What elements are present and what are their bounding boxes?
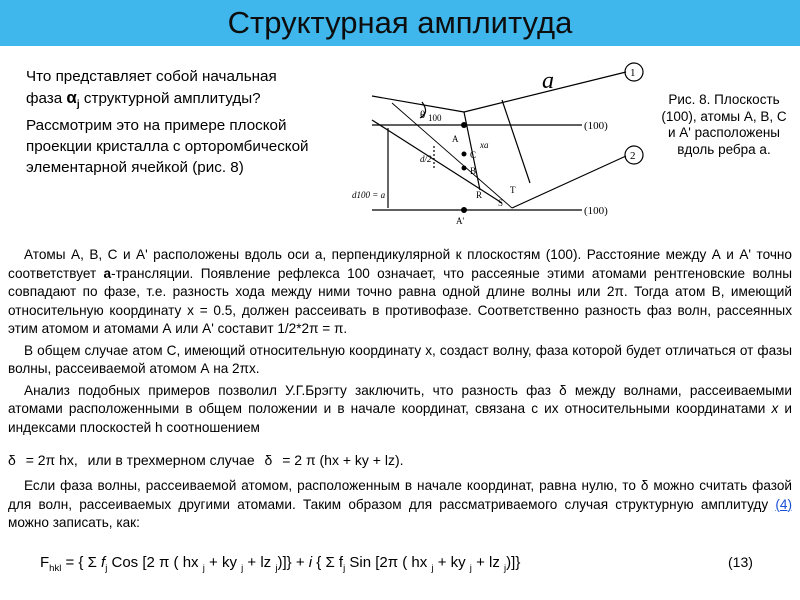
formula-delta-2: δ — [264, 452, 273, 468]
intro-phase-word: фаза — [26, 90, 63, 107]
bottom-part-b: можно записать, как: — [8, 515, 140, 530]
phase-formula-line — [8, 452, 410, 468]
incoming-ray-2-b — [392, 103, 512, 208]
label-plane-top: (100) — [584, 120, 608, 132]
bottom-part-a: Если фаза волны, рассеиваемой атомом, расположенным в начале координат, равна нулю, то δ можно считать фазой для волн, рассеиваемых другими атомами. Таким образом для рассматриваемого случая структурную амплитуду — [8, 478, 792, 512]
eq-f-small: f — [101, 554, 106, 571]
label-atom-a2: A' — [456, 216, 465, 224]
label-t: T — [510, 185, 516, 195]
wavefront-right — [502, 100, 530, 183]
label-s: S — [498, 198, 504, 208]
p3-h: h — [155, 419, 163, 435]
eq-body10: )]} — [506, 554, 521, 571]
atom-c-dot — [462, 152, 467, 157]
eq-j6: j — [431, 563, 434, 574]
p1-part-a: Атомы А, В, С и А' расположены вдоль оси а, перпендикулярной к плоскостям (100). Расстояние между А и А' точно соответствует — [8, 247, 792, 281]
label-a: a — [542, 68, 554, 94]
paragraph-2: В общем случае атом С, имеющий относительную координату х, создаст волну, фаза которой будет отличаться от фазы волны, рассеиваемой атомом А на 2πх. — [8, 342, 792, 376]
eq-body5: )]} + — [277, 554, 309, 571]
p3-x: x — [771, 401, 779, 416]
alpha-sub: j — [76, 99, 80, 111]
eq-body8: + ky — [433, 554, 470, 571]
atom-a-dot — [461, 122, 467, 128]
formula-text: или в трехмерном случае — [87, 452, 255, 468]
intro-text — [26, 66, 344, 178]
eq-body2: Cos [2 π ( hx — [107, 554, 203, 571]
eq-body7: Sin [2π ( hx — [345, 554, 432, 571]
p1-bold-a: а — [103, 265, 112, 281]
intro-line1: Что представляет собой начальная — [26, 68, 277, 85]
eq-body1: = { Σ — [61, 554, 102, 571]
incoming-ray-1 — [372, 96, 464, 112]
title-bar — [0, 0, 800, 46]
label-theta-sub: 100 — [428, 113, 442, 123]
eq-body6: { Σ f — [312, 554, 344, 571]
eq-j5: j — [343, 563, 346, 574]
atom-a2-dot — [461, 207, 467, 213]
paragraph-1 — [8, 246, 792, 339]
p3-part-a: Анализ подобных примеров позволил У.Г.Брэгту заключить, что разность фаз δ между волнами, рассеиваемыми атомами расположенными в общем положении и в начале координат, связана с их относительными координатами — [8, 382, 792, 416]
formula-3d: = 2 π (hx + ky + lz). — [282, 452, 404, 468]
label-plane-bottom: (100) — [584, 205, 608, 217]
p1-part-c: -трансляции. Появление рефлекса 100 означает, что рассеяные этими атомами рентгеновские волны совпадают по фазе, т.е. разность хода между ними точно равна одной длине волны или 2π. Тогда атом В, имеющий относительную координату х = 0.5, должен рассеивать в противофазе. Соответственно разность фаз волн, рассеянных этим атомом и атомами А или А' составит 1/2*2π = π. — [8, 265, 792, 336]
label-d100: d100 = a — [352, 190, 386, 200]
eq-hkl: hkl — [49, 563, 62, 574]
reference-link[interactable]: (4) — [775, 496, 792, 512]
eq-body9: + lz — [471, 554, 505, 571]
eq-j8: j — [504, 563, 507, 574]
label-half-d: d/2 — [420, 154, 432, 164]
p3-mid: и индексами плоскостей — [8, 401, 792, 435]
formula-2pi-hx: = 2π hx, — [25, 452, 78, 468]
label-atom-b: B — [470, 166, 477, 176]
eq-j1: j — [105, 563, 108, 574]
label-ray2: 2 — [630, 150, 636, 162]
eq-j2: j — [202, 563, 205, 574]
structure-amplitude-equation — [40, 554, 760, 574]
label-theta: θ — [420, 109, 426, 121]
paragraph-3 — [8, 382, 792, 438]
p3-end: соотношением — [162, 419, 260, 435]
eq-j7: j — [469, 563, 472, 574]
bottom-paragraph — [8, 477, 792, 533]
atom-b-dot — [462, 166, 467, 171]
intro-line2-rest: структурной амплитуды? — [83, 90, 261, 107]
label-r: R — [476, 190, 483, 200]
figure-caption: Рис. 8. Плоскость (100), атомы А, В, С и А' расположены вдоль ребра а. — [661, 92, 787, 157]
main-body — [8, 246, 792, 440]
page-title: Структурная амплитуда — [227, 5, 573, 40]
eq-body3: + ky — [204, 554, 242, 571]
label-xa: xa — [480, 140, 489, 150]
label-ray1: 1 — [630, 67, 636, 79]
label-atom-c: C — [470, 150, 477, 160]
eq-f: F — [40, 554, 50, 571]
eq-body4: + lz — [243, 554, 276, 571]
formula-delta-1: δ — [8, 452, 16, 468]
equation-number: (13) — [728, 554, 753, 570]
incoming-ray-2-a — [372, 120, 502, 203]
label-atom-a: A — [452, 134, 459, 144]
crystal-diagram — [352, 58, 654, 224]
intro-rest: Рассмотрим это на примере плоской проекции кристалла с орторомбической элементарной ячейкой (рис. 8) — [26, 117, 309, 177]
eq-j3: j — [241, 563, 244, 574]
eq-j4: j — [275, 563, 278, 574]
alpha-symbol: α — [66, 88, 77, 107]
eq-i: i — [308, 554, 313, 571]
